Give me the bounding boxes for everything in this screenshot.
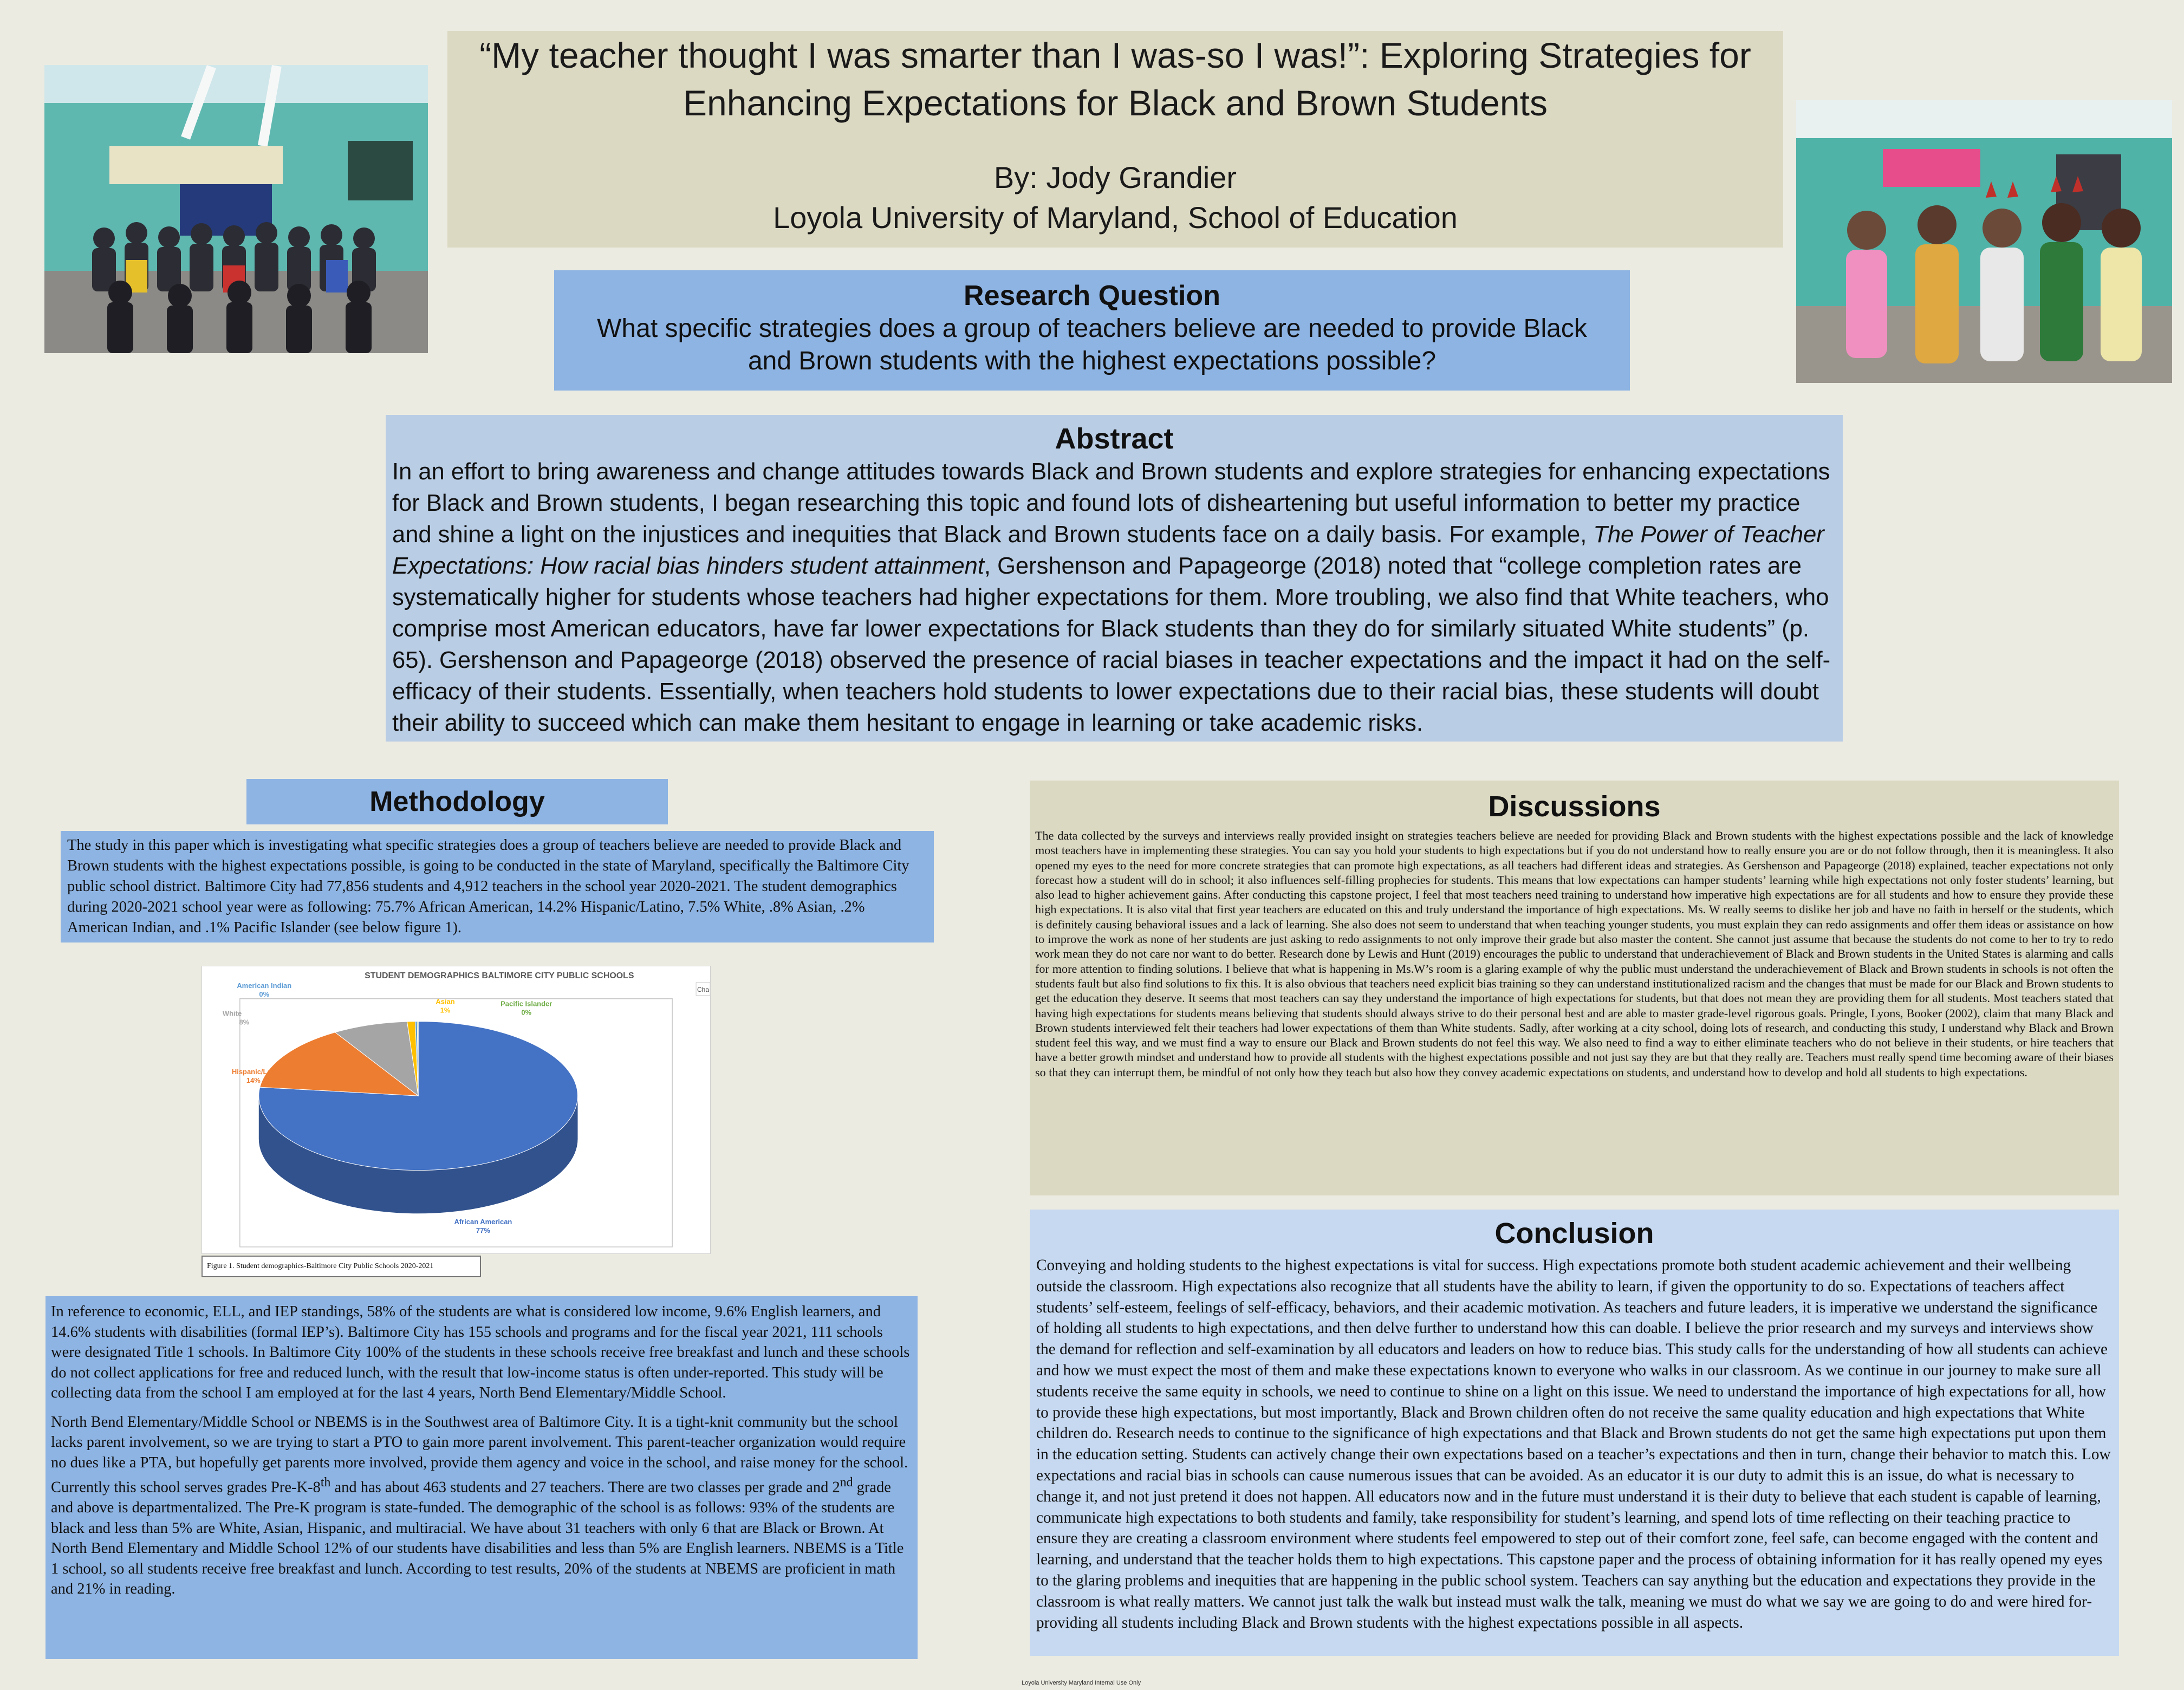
conclusion-text: Conveying and holding students to the highest expectations is vital for success. High expectations promote both student academic achievement and their wellbeing outside the classroom. High expectations also recognize that all students have the ability to learn, if given the opportunity to do so. Expectations of teachers affect students’ self-esteem, feelings of self-efficacy, behaviors, and their academic motivation. As teachers and future leaders, it is imperative we understand the significance of holding all students to high expectations, and then delve further to understand how this can doable. I believe the prior research and my surveys and interviews show the demand for reflection and self-examination by all educators and leaders on how to reduce bias. This study calls for the understanding of how all students can achieve and how we must expect the most of them and make these expectations known to everyone who walks in our classroom. As we continue in our journey to make sure all students receive the same equity in schools, we need to continue to shine on a light on this issue. We need to understand the importance of high expectations for all, how to provide these high expectations, but most importantly, Black and Brown children often do not receive the same quality education and high expectations that White children do. Research needs to continue to the significance of high expectations and that Black and Brown students do not get the same high expectations put upon them in the education setting. Students can actively change their own expectations based on a teacher’s expectations and then in turn, change their behavior to match this. Low expectations and racial bias in schools can cause numerous issues that can be avoided. As an educator it is our duty to admit this is an issue, do what is necessary to change it, and not just pretend it does not happen. All educators now and in the future must understand it is their duty to believe that each student is capable of learning, communicate high expectations to both students and family, take responsibility for student’s learning, and spend lots of time reflecting on their teaching practice to ensure they are creating a classroom environment where students feel empowered to step out of their comfort zone, feel safe, can become engaged with the content and learning, and understand that the teacher holds them to high expectations. This capstone paper and the process of obtaining information for it has really opened my eyes to the glaring problems and inequities that are happening in the public school system. Teachers can say anything but the education and expectations they provide in the classroom is what really matters. We cannot just talk the walk but instead must walk the talk, meaning we must do what we say we are going to do and were hired for-providing all students including Black and Brown students with the highest expectations possible in all aspects. bbox=[1036, 1257, 2111, 1632]
pie-value-0: 77% bbox=[476, 1226, 490, 1235]
poster-title-box bbox=[447, 31, 1783, 248]
pie-label-4: American Indian bbox=[237, 981, 292, 990]
figure-1-caption: Figure 1. Student demographics-Baltimore City Public Schools 2020-2021 bbox=[202, 1256, 481, 1277]
research-question-heading: Research Question bbox=[964, 280, 1220, 311]
methodology-heading: Methodology bbox=[246, 779, 668, 824]
conclusion-heading: Conclusion bbox=[1494, 1217, 1654, 1250]
superscript-th: th bbox=[320, 1476, 331, 1490]
discussions-heading: Discussions bbox=[1488, 790, 1661, 823]
pie-label-0: African American bbox=[454, 1218, 512, 1226]
methodology-details-box bbox=[46, 1296, 918, 1659]
discussions-text: The data collected by the surveys and interviews really provided insight on strategies teachers believe are needed for providing Black and Brown students with the highest expectations possible and the lack of knowledge most teachers have in implementing these strategies. You can say you hold your students to high expectations but if you do not understand how to really ensure you are or do not follow through, then it is meaningless. It also opened my eyes to the need for more concrete strategies that can promote high expectations, as all teachers had different ideas and strategies. As Gershenson and Papageorge (2018) explained, teacher expectations not only forecast how a student will do in school; it also influences self-filling prophecies for students. This means that low expectations can hamper students’ learning while high expectations not only foster students’ learning, but also lead to higher achievement gains. After conducting this capstone project, I feel that most teachers need training to understand how imperative high expectations are for all students and how to ensure they provide these high expectations. It is also vital that first year teachers are educated on this and truly understand the importance of high expectations. Ms. W really seems to dislike her job and have no faith in herself or the students, which is definitely causing behavioral issues and a lack of learning. She also does not seem to understand that when teaching younger students, you must explain they can redo assignments and offer them ideas or assistance on how to improve the work as none of her students are just asking to redo assignments to not only improve their grade but also master the content. She cannot just assume that because the students do not come to her to try to redo work mean they do not care nor want to do better. Research done by Lewis and Hunt (2019) encourages the public to understand that underachievement of Black and Brown students in the United States is alarming and calls for more attention to finding solutions. I believe that what is happening in Ms.W’s room is a glaring example of why the public must understand the underachievement of Black and Brown students in schools is not often the students fault but also find solutions to fix this. It is also obvious that teachers need explicit bias training so they can understand institutionalized racism and the changes that must be made for our Black and Brown students to get the education they deserve. It seems that most teachers can say they understand the importance of high expectations for students, but that does not mean they are providing them for all students. Most teachers stated that having high expectations for students means believing that students should always strive to do their personal best and are able to master grade-level rigorous goals. Pringle, Lyons, Booker (2002), claim that many Black and Brown students interviewed felt their teachers had lower expectations of them than White students. Sadly, after working at a city school, doing lots of research, and conducting this study, I understand why Black and Brown student feel this way, and we must find a way to ensure our Black and Brown students do not feel this way. We also need to find a way to either eliminate teachers who do not believe in their students, or hire teachers that have a better growth mindset and understand how to provide all students with the highest expectations possible and not just say they are but that they really are. Teachers must really spend time becoming aware of their biases so that they can interrupt them, be mindful of not only how they teach but also how they convey academic expectations on students, and understand how to develop and hold all students to high expectations. bbox=[1035, 829, 2114, 1079]
abstract-text-part-2: , Gershenson and Papageorge (2018) noted that “college completion rates are systematically higher for students whose teachers had higher expectations for them. More troubling, we also find that White teachers, who comprise most American educators, have far lower expectations for Black students than they do for similarly situated White students” (p. 65). Gershenson and Papageorge (2018) observed the presence of racial biases in teacher expectations and the impact it had on the self-efficacy of their students. Essentially, when teachers hold students to lower expectations due to their racial bias, these students will doubt their ability to succeed which can make them hesitant to engage in learning or take academic risks. bbox=[392, 553, 1831, 736]
abstract-text bbox=[386, 456, 1843, 739]
conclusion-box bbox=[1030, 1210, 2119, 1656]
abstract-box bbox=[386, 415, 1843, 742]
chart-side-tab-label: Cha bbox=[697, 985, 710, 993]
superscript-nd: nd bbox=[840, 1476, 853, 1490]
pie-value-3: 1% bbox=[440, 1006, 451, 1015]
students-holiday-photo bbox=[1796, 100, 2172, 383]
poster-title-line-1: “My teacher thought I was smarter than I was-so I was!”: Exploring Strategies for bbox=[479, 35, 1751, 75]
abstract-cited-title: The Power of Teacher Expectations: How racial bias hinders student attainment bbox=[392, 522, 1824, 579]
pie-chart-canvas bbox=[202, 966, 710, 1253]
pie-label-1: Hispanic/Latino bbox=[231, 1068, 284, 1076]
methodology-paragraph-3 bbox=[51, 1412, 912, 1600]
pie-value-1: 14% bbox=[246, 1076, 261, 1085]
poster-title-line-2: Enhancing Expectations for Black and Brown Students bbox=[683, 83, 1548, 123]
methodology-paragraph-1: The study in this paper which is investigating what specific strategies does a group of teachers believe are needed to provide Black and Brown students with the highest expectations possible, is going to be conducted in the state of Maryland, specifically the Baltimore City public school district. Baltimore City had 77,856 students and 4,912 teachers in the school year 2020-2021. The student demographics during 2020-2021 school year were as following: 75.7% African American, 14.2% Hispanic/Latino, 7.5% White, .8% Asian, .2% American Indian, and .1% Pacific Islander (see below figure 1). bbox=[61, 831, 934, 942]
author-affiliation: Loyola University of Maryland, School of Education bbox=[773, 200, 1458, 235]
internal-use-footnote: Loyola University Maryland Internal Use Only bbox=[1022, 1680, 1141, 1686]
abstract-heading: Abstract bbox=[1055, 422, 1174, 455]
discussions-box bbox=[1030, 781, 2119, 1195]
methodology-paragraph-2: In reference to economic, ELL, and IEP standings, 58% of the students are what is considered low income, 9.6% English learners, and 14.6% students with disabilities (formal IEP’s). Baltimore City has 155 schools and programs and for the fiscal year 2021, 111 schools were designated Title 1 schools. In Baltimore City 100% of the students in these schools receive free breakfast and lunch and these schools do not collect applications for free and reduced lunch, with the result that low-income status is often under-reported. This study will be collecting data from the school I am employed at for the last 4 years, North Bend Elementary/Middle School. bbox=[51, 1303, 910, 1401]
pie-label-2: White bbox=[222, 1009, 242, 1018]
abstract-text-part-1: In an effort to bring awareness and change attitudes towards Black and Brown students and explore strategies for enhancing expectations for Black and Brown students, I began researching this topic and found lots of disheartening but useful information to better my practice and shine a light on the injustices and inequities that Black and Brown students face on a daily basis. For example, bbox=[392, 459, 1830, 548]
research-question-text: What specific strategies does a group of teachers believe are needed to provide Black and Brown students with the highest expectations possible? bbox=[597, 314, 1587, 375]
methodology-paragraph-3-part-c: grade and above is departmentalized. The Pre-K program is state-funded. The demographic of the school is as follows: 93% of the students are black and less than 5% are White, Asian, Hispanic, and multiracial. We have about 31 teachers with only 6 that are Black or Brown. At North Bend Elementary and Middle School 12% of our students have disabilities and less than 5% are English learners. NBEMS is a Title 1 school, so all students receive free breakfast and lunch. According to test results, 20% of the students at NBEMS are proficient in math and 21% in reading. bbox=[51, 1479, 904, 1597]
research-question-box bbox=[554, 270, 1630, 391]
pie-label-3: Asian bbox=[435, 997, 455, 1006]
chart-title: STUDENT DEMOGRAPHICS BALTIMORE CITY PUBLIC SCHOOLS bbox=[365, 971, 634, 980]
methodology-paragraph-3-part-b: and has about 463 students and 27 teachers. There are two classes per grade and 2 bbox=[330, 1479, 840, 1496]
pie-label-5: Pacific Islander bbox=[500, 999, 552, 1008]
pie-value-5: 0% bbox=[521, 1008, 532, 1017]
methodology-paragraph-3-part-a: North Bend Elementary/Middle School or NBEMS is in the Southwest area of Baltimore City. It is a tight-knit community but the school lacks parent involvement, so we are trying to start a PTO to gain more parent involvement. This parent-teacher organization would require no dues like a PTA, but hopefully get parents more involved, provide them agency and voice in the school, and raise money for the school. Currently this school serves grades Pre-K-8 bbox=[51, 1413, 908, 1496]
classroom-group-photo bbox=[44, 65, 428, 353]
demographics-pie-chart bbox=[202, 966, 711, 1254]
author-name: By: Jody Grandier bbox=[993, 160, 1237, 194]
pie-value-4: 0% bbox=[259, 990, 270, 998]
pie-value-2: 8% bbox=[239, 1018, 250, 1026]
